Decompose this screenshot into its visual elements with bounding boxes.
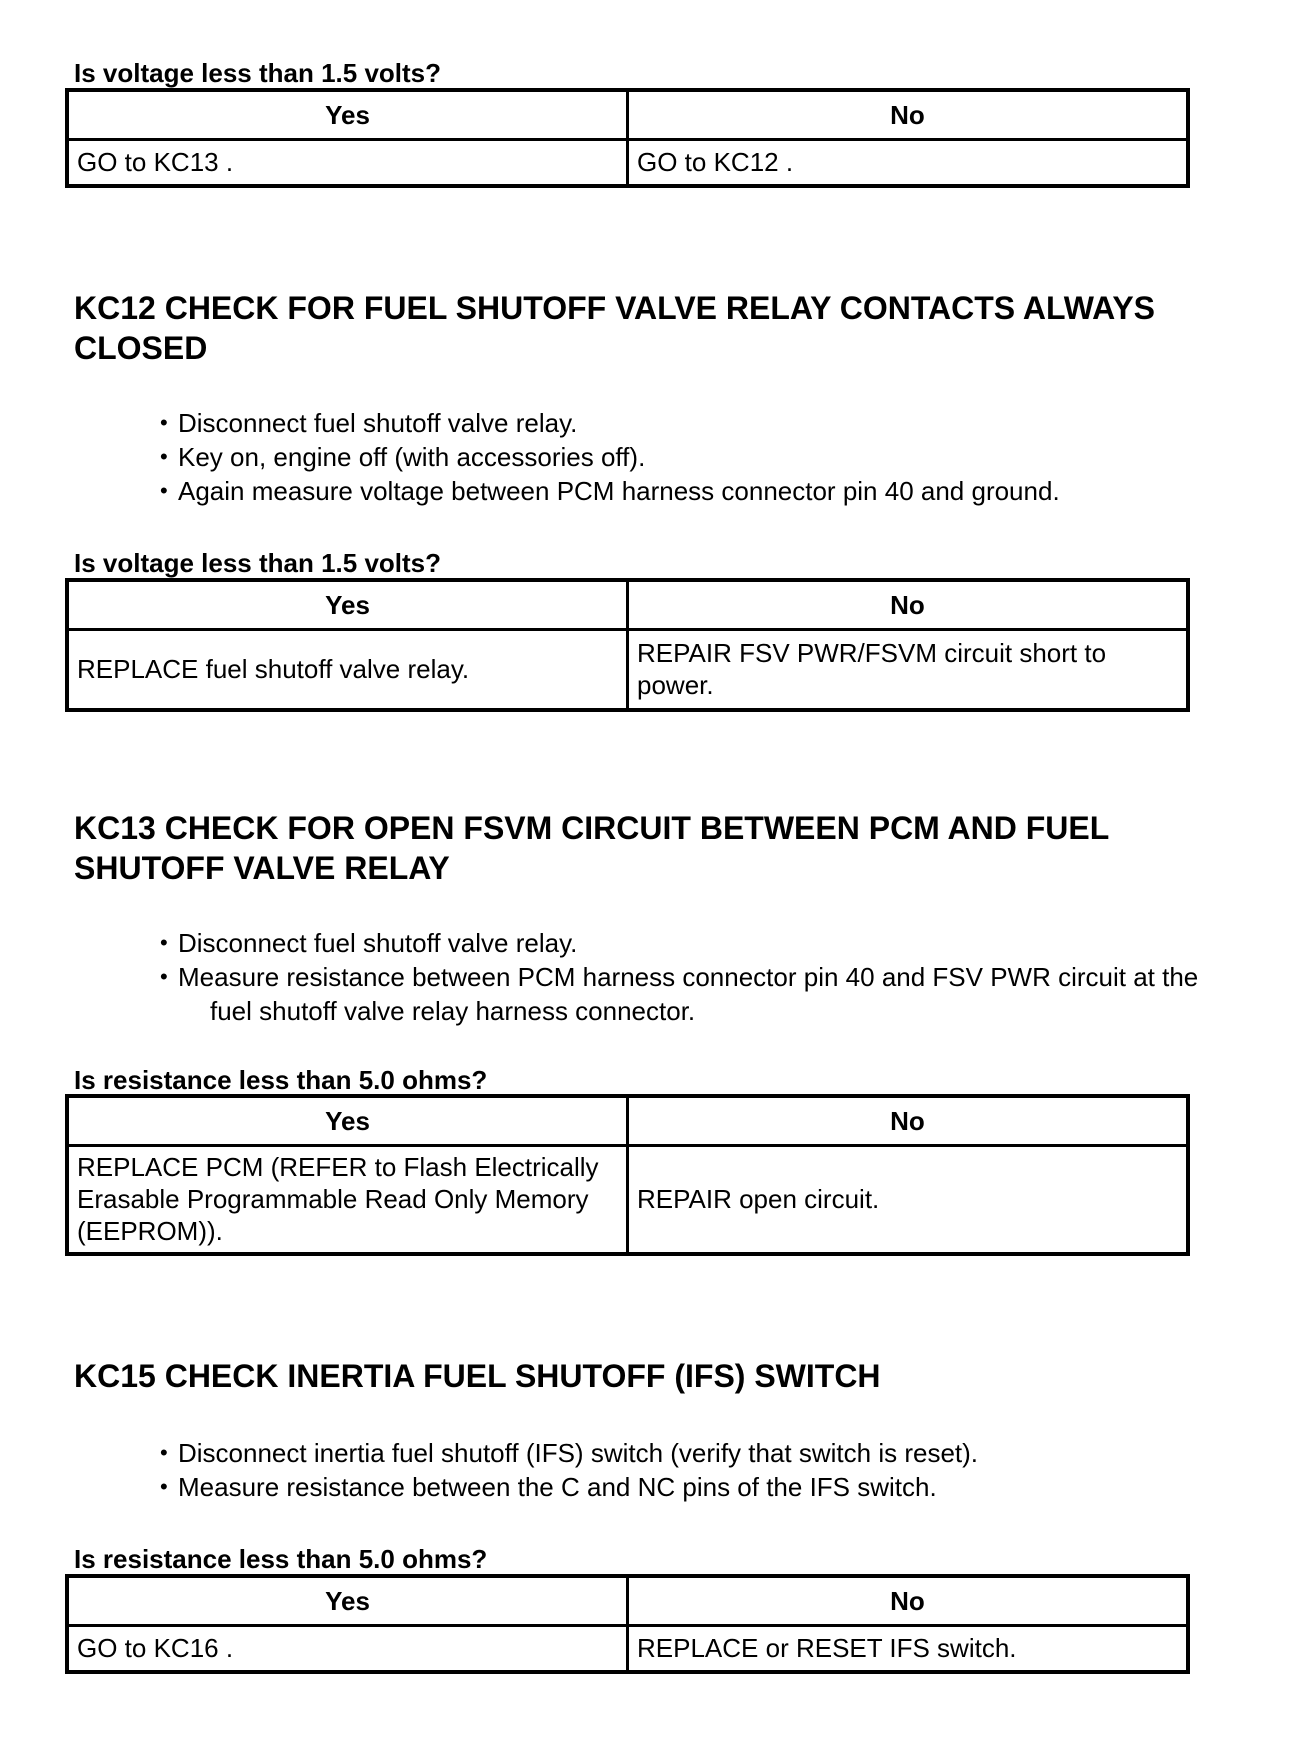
yes-header: Yes (67, 90, 628, 140)
no-result: REPLACE or RESET IFS switch. (628, 1626, 1189, 1672)
yes-result: GO to KC16 . (67, 1626, 628, 1672)
no-header: No (628, 580, 1189, 630)
list-item: • Disconnect fuel shutoff valve relay. (160, 406, 1280, 440)
kc15-result-table (65, 1574, 1190, 1674)
yes-result: REPLACE fuel shutoff valve relay. (67, 630, 628, 710)
kc12-heading: KC12 CHECK FOR FUEL SHUTOFF VALVE RELAY CONTACTS ALWAYS CLOSED (74, 290, 1156, 366)
list-item: • Key on, engine off (with accessories off). (160, 440, 1280, 474)
yes-header: Yes (67, 1096, 628, 1146)
kc15-steps (160, 1436, 1280, 1504)
list-item: • Again measure voltage between PCM harness connector pin 40 and ground. (160, 474, 1280, 508)
yes-result: REPLACE PCM (REFER to Flash Electrically Erasable Programmable Read Only Memory (EEPROM)). (67, 1146, 628, 1254)
kc13-question: Is resistance less than 5.0 ohms? (74, 1065, 488, 1095)
list-item: • Disconnect inertia fuel shutoff (IFS) switch (verify that switch is reset). (160, 1436, 1280, 1470)
no-header: No (628, 1096, 1189, 1146)
kc15-question: Is resistance less than 5.0 ohms? (74, 1544, 488, 1574)
no-result: GO to KC12 . (628, 140, 1189, 186)
no-result: REPAIR open circuit. (628, 1146, 1189, 1254)
list-item: • Measure resistance between PCM harness connector pin 40 and FSV PWR circuit at the fuel shutoff valve relay harness connector. (160, 960, 1280, 1028)
kc13-steps (160, 926, 1280, 1028)
kc12-result-table (65, 578, 1190, 712)
no-header: No (628, 1576, 1189, 1626)
no-result: REPAIR FSV PWR/FSVM circuit short to power. (628, 630, 1189, 710)
list-item: • Disconnect fuel shutoff valve relay. (160, 926, 1280, 960)
kc15-heading: KC15 CHECK INERTIA FUEL SHUTOFF (IFS) SWITCH (74, 1358, 881, 1394)
yes-header: Yes (67, 580, 628, 630)
yes-header: Yes (67, 1576, 628, 1626)
kc12-question: Is voltage less than 1.5 volts? (74, 548, 442, 578)
list-item-continuation: fuel shutoff valve relay harness connector. (210, 996, 696, 1026)
question-voltage-top: Is voltage less than 1.5 volts? (74, 58, 442, 88)
no-header: No (628, 90, 1189, 140)
kc13-heading: KC13 CHECK FOR OPEN FSVM CIRCUIT BETWEEN PCM AND FUEL SHUTOFF VALVE RELAY (74, 810, 1109, 886)
yes-result: GO to KC13 . (67, 140, 628, 186)
kc12-steps (160, 406, 1280, 508)
list-item: • Measure resistance between the C and NC pins of the IFS switch. (160, 1470, 1280, 1504)
result-table-top (65, 88, 1190, 188)
kc13-result-table (65, 1094, 1190, 1256)
